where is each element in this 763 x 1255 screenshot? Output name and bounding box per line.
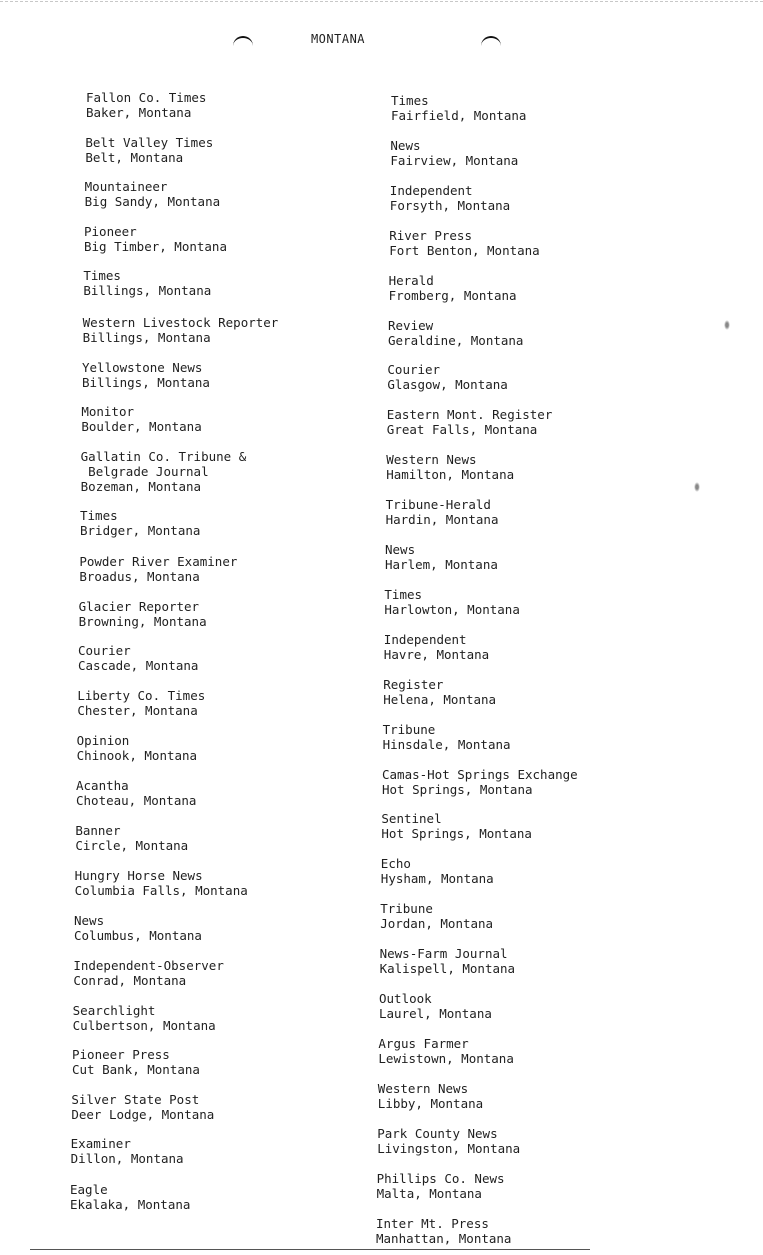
- newspaper-entry: [79, 599, 207, 629]
- newspaper-entry: [75, 868, 248, 898]
- newspaper-city: Great Falls, Montana: [386, 422, 538, 438]
- newspaper-name: Independent: [383, 631, 467, 647]
- newspaper-entry: [377, 1171, 505, 1201]
- newspaper-name: Powder River Examiner: [79, 554, 238, 569]
- newspaper-city: Geraldine, Montana: [388, 332, 524, 348]
- newspaper-name: Phillips Co. News: [376, 1170, 505, 1186]
- newspaper-city: Livingston, Montana: [377, 1140, 521, 1156]
- newspaper-city: Hot Springs, Montana: [381, 826, 532, 842]
- newspaper-entry: [73, 958, 224, 988]
- newspaper-name: Western News: [386, 452, 477, 468]
- newspaper-entry: [74, 913, 202, 943]
- newspaper-city: Ekalaka, Montana: [70, 1197, 191, 1212]
- newspaper-name: Courier: [387, 362, 441, 378]
- newspaper-name: Gallatin Co. Tribune & Belgrade Journal: [80, 449, 247, 479]
- newspaper-entry: [378, 1036, 513, 1066]
- newspaper-name: Times: [80, 508, 118, 523]
- newspaper-city: Billings, Montana: [82, 330, 211, 345]
- newspaper-entry: [85, 135, 213, 165]
- newspaper-city: Hot Springs, Montana: [382, 781, 533, 797]
- newspaper-entry: [75, 823, 188, 853]
- newspaper-name: Fallon Co. Times: [86, 90, 207, 105]
- newspaper-city: Libby, Montana: [377, 1095, 484, 1111]
- newspaper-entry: [388, 318, 523, 348]
- page-title: MONTANA: [310, 32, 366, 46]
- newspaper-name: Herald: [388, 272, 434, 288]
- newspaper-city: Hamilton, Montana: [386, 467, 515, 483]
- newspaper-entry: [385, 542, 498, 572]
- newspaper-name: News: [385, 542, 416, 557]
- newspaper-city: Hinsdale, Montana: [382, 736, 511, 752]
- newspaper-name: Times: [384, 586, 423, 602]
- newspaper-name: News: [74, 913, 105, 928]
- newspaper-entry: [391, 93, 526, 123]
- newspaper-name: Inter Mt. Press: [376, 1215, 489, 1231]
- newspaper-city: Fort Benton, Montana: [389, 242, 540, 258]
- newspaper-entry: [83, 268, 211, 298]
- newspaper-city: Bridger, Montana: [80, 523, 201, 538]
- newspaper-entry: [380, 901, 493, 931]
- smudge: [724, 320, 730, 330]
- newspaper-entry: [85, 179, 220, 209]
- newspaper-name: Argus Farmer: [378, 1035, 469, 1051]
- newspaper-name: Searchlight: [72, 1003, 156, 1018]
- newspaper-name: Hungry Horse News: [74, 868, 203, 883]
- newspaper-entry: [390, 138, 518, 168]
- newspaper-city: Havre, Montana: [383, 646, 490, 662]
- newspaper-name: Times: [83, 268, 121, 283]
- newspaper-entry: [383, 677, 496, 707]
- newspaper-name: Register: [383, 676, 444, 692]
- newspaper-entry: [73, 1003, 216, 1033]
- newspaper-entry: [384, 632, 489, 662]
- top-edge: [0, 1, 763, 2]
- newspaper-entry: [86, 90, 206, 120]
- newspaper-city: Chinook, Montana: [76, 748, 198, 763]
- newspaper-city: Cut Bank, Montana: [72, 1062, 200, 1077]
- newspaper-entry: [381, 811, 532, 841]
- newspaper-name: Outlook: [379, 991, 432, 1006]
- newspaper-name: Courier: [78, 643, 131, 658]
- newspaper-entry: [390, 183, 510, 213]
- newspaper-entry: [380, 946, 515, 976]
- newspaper-city: Deer Lodge, Montana: [71, 1107, 215, 1122]
- newspaper-city: Dillon, Montana: [70, 1151, 184, 1166]
- newspaper-name: News-Farm Journal: [379, 946, 508, 962]
- newspaper-city: Fromberg, Montana: [388, 287, 517, 303]
- newspaper-name: Western News: [377, 1080, 469, 1096]
- newspaper-city: Fairview, Montana: [390, 152, 519, 168]
- newspaper-name: Park County News: [377, 1125, 498, 1141]
- newspaper-city: Circle, Montana: [75, 838, 189, 853]
- newspaper-entry: [386, 497, 499, 527]
- newspaper-entry: [76, 778, 196, 808]
- newspaper-entry: [78, 643, 198, 673]
- newspaper-name: Belt Valley Times: [85, 135, 214, 150]
- newspaper-name: Yellowstone News: [82, 360, 203, 375]
- newspaper-entry: [389, 273, 517, 303]
- newspaper-name: Review: [388, 317, 434, 333]
- newspaper-entry: [387, 362, 507, 392]
- newspaper-city: Broadus, Montana: [79, 569, 200, 584]
- newspaper-city: Belt, Montana: [85, 150, 184, 165]
- newspaper-name: Opinion: [76, 733, 130, 748]
- newspaper-name: Sentinel: [381, 811, 442, 827]
- newspaper-entry: [81, 449, 247, 494]
- newspaper-entry: [77, 733, 197, 763]
- newspaper-city: Choteau, Montana: [76, 793, 197, 808]
- newspaper-city: Laurel, Montana: [379, 1006, 492, 1021]
- newspaper-entry: [386, 452, 514, 482]
- newspaper-city: Columbus, Montana: [74, 928, 202, 943]
- newspaper-city: Baker, Montana: [86, 105, 192, 120]
- newspaper-city: Cascade, Montana: [78, 658, 199, 673]
- newspaper-name: Tribune: [382, 721, 436, 737]
- newspaper-entry: [80, 508, 200, 538]
- newspaper-entry: [378, 1081, 483, 1111]
- newspaper-name: Times: [391, 93, 429, 108]
- newspaper-city: Kalispell, Montana: [379, 961, 516, 977]
- newspaper-city: Harlowton, Montana: [384, 601, 520, 617]
- newspaper-name: Echo: [380, 856, 411, 872]
- newspaper-city: Big Sandy, Montana: [84, 194, 221, 209]
- newspaper-entry: [72, 1047, 200, 1077]
- newspaper-name: Independent: [389, 182, 473, 198]
- newspaper-entry: [382, 767, 578, 797]
- newspaper-name: Pioneer Press: [72, 1047, 170, 1062]
- newspaper-city: Fairfield, Montana: [391, 108, 527, 123]
- newspaper-entry: [77, 688, 205, 718]
- newspaper-city: Glasgow, Montana: [387, 377, 508, 393]
- newspaper-name: Independent-Observer: [73, 958, 224, 973]
- newspaper-city: Conrad, Montana: [73, 973, 187, 988]
- newspaper-city: Browning, Montana: [78, 614, 207, 629]
- newspaper-entry: [381, 856, 494, 886]
- newspaper-entry: [384, 587, 519, 617]
- newspaper-city: Chester, Montana: [77, 703, 198, 718]
- newspaper-entry: [81, 404, 201, 434]
- newspaper-city: Manhattan, Montana: [376, 1230, 512, 1246]
- newspaper-city: Harlem, Montana: [385, 557, 498, 572]
- newspaper-name: Western Livestock Reporter: [82, 315, 279, 330]
- newspaper-city: Billings, Montana: [82, 375, 210, 390]
- newspaper-entry: [379, 991, 492, 1021]
- newspaper-name: Eastern Mont. Register: [386, 407, 553, 423]
- newspaper-name: Liberty Co. Times: [77, 688, 206, 703]
- newspaper-entry: [376, 1216, 511, 1246]
- newspaper-city: Helena, Montana: [383, 691, 497, 707]
- newspaper-name: Mountaineer: [84, 179, 168, 194]
- newspaper-name: Banner: [75, 823, 121, 838]
- newspaper-name: Pioneer: [84, 224, 137, 239]
- smudge: [694, 482, 700, 492]
- newspaper-name: Tribune: [380, 901, 433, 917]
- newspaper-city: Malta, Montana: [376, 1185, 482, 1201]
- newspaper-entry: [377, 1126, 520, 1156]
- newspaper-name: Monitor: [81, 404, 135, 419]
- newspaper-entry: [84, 224, 227, 254]
- newspaper-city: Billings, Montana: [83, 283, 212, 298]
- newspaper-city: Bozeman, Montana: [80, 479, 202, 494]
- newspaper-name: Eagle: [70, 1182, 108, 1197]
- newspaper-city: Hysham, Montana: [380, 871, 494, 887]
- newspaper-entry: [83, 315, 279, 345]
- newspaper-entry: [70, 1182, 190, 1212]
- newspaper-city: Columbia Falls, Montana: [74, 883, 248, 898]
- newspaper-name: News: [390, 137, 421, 153]
- newspaper-entry: [79, 554, 237, 584]
- newspaper-entry: [82, 360, 210, 390]
- newspaper-name: Acantha: [76, 778, 129, 793]
- newspaper-entry: [71, 1136, 184, 1166]
- newspaper-name: Silver State Post: [71, 1092, 200, 1107]
- newspaper-city: Forsyth, Montana: [389, 197, 511, 213]
- bottom-edge: [30, 1249, 590, 1250]
- newspaper-name: Camas-Hot Springs Exchange: [382, 766, 578, 782]
- newspaper-name: River Press: [389, 227, 472, 243]
- newspaper-name: Tribune-Herald: [385, 497, 491, 513]
- newspaper-city: Big Timber, Montana: [84, 239, 227, 254]
- newspaper-entry: [389, 228, 540, 258]
- newspaper-city: Hardin, Montana: [385, 512, 499, 528]
- newspaper-city: Jordan, Montana: [380, 916, 494, 932]
- newspaper-name: Examiner: [70, 1136, 131, 1151]
- newspaper-entry: [387, 407, 553, 437]
- newspaper-city: Boulder, Montana: [81, 419, 202, 434]
- newspaper-entry: [383, 722, 511, 752]
- newspaper-city: Lewistown, Montana: [378, 1050, 514, 1066]
- newspaper-entry: [71, 1092, 214, 1122]
- newspaper-city: Culbertson, Montana: [72, 1018, 216, 1033]
- newspaper-name: Glacier Reporter: [78, 599, 200, 614]
